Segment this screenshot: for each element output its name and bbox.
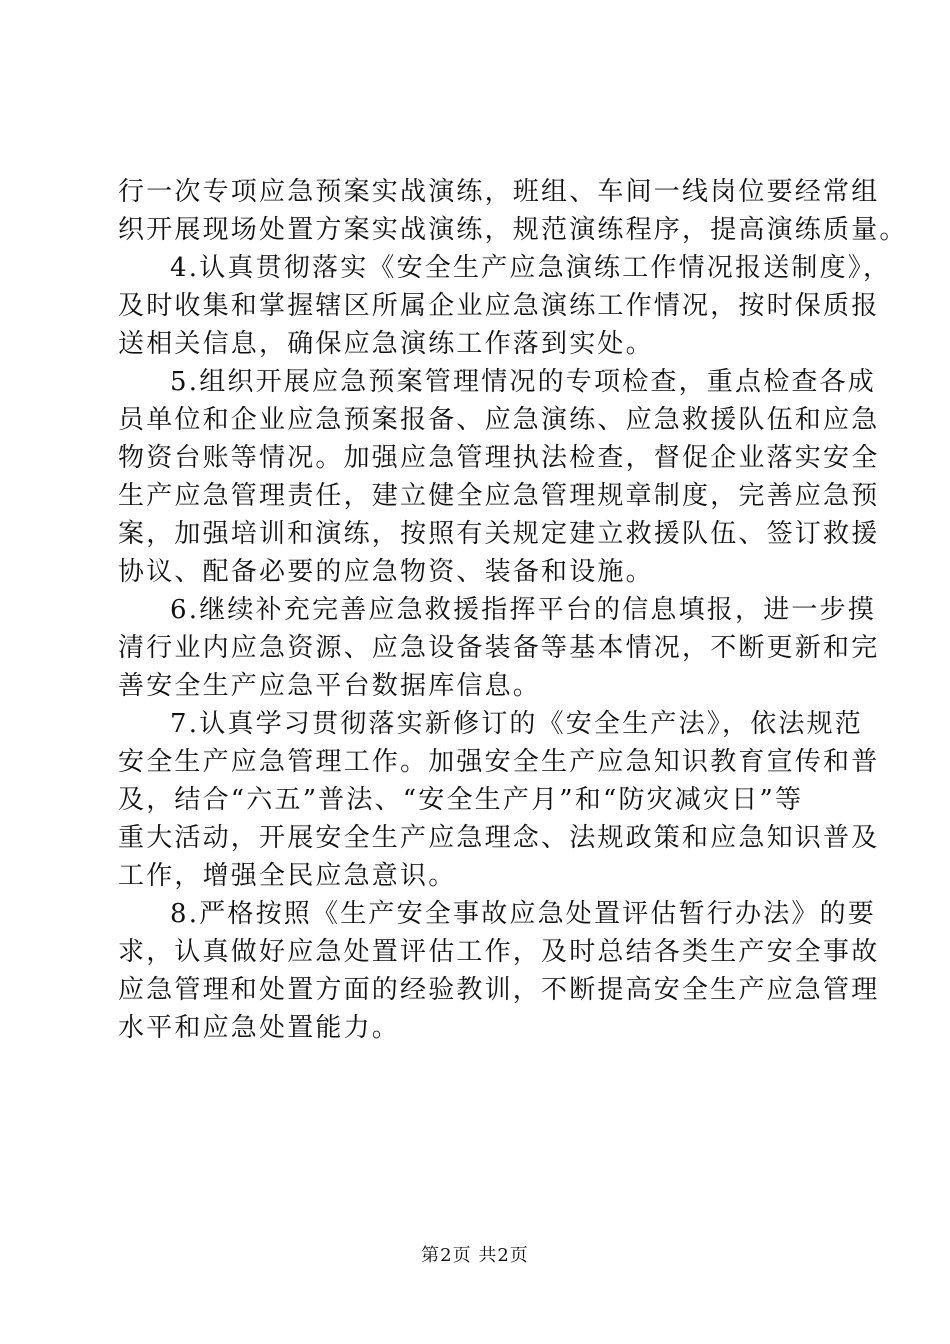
paragraph-8-start: 8.严格按照《生产安全事故应急处置评估暂行办法》的要 <box>170 899 877 929</box>
paragraph-6-start: 6.继续补充完善应急救援指挥平台的信息填报，进一步摸 <box>170 595 877 625</box>
body-text-line: 物资台账等情况。加强应急管理执法检查，督促企业落实安全 <box>118 443 880 473</box>
body-text-line: 送相关信息，确保应急演练工作落到实处。 <box>118 329 654 359</box>
page-number-footer: 第2页 共2页 <box>421 1245 529 1266</box>
body-text-line: 重大活动，开展安全生产应急理念、法规政策和应急知识普及 <box>118 823 880 853</box>
paragraph-5-start: 5.组织开展应急预案管理情况的专项检查，重点检查各成 <box>170 367 877 397</box>
body-text-line: 协议、配备必要的应急物资、装备和设施。 <box>118 557 654 587</box>
body-text-line: 案，加强培训和演练，按照有关规定建立救援队伍、签订救援 <box>118 519 880 549</box>
body-text-line: 清行业内应急资源、应急设备装备等基本情况，不断更新和完 <box>118 633 880 663</box>
body-text-line: 织开展现场处置方案实战演练，规范演练程序，提高演练质量。 <box>118 215 908 245</box>
paragraph-4-start: 4.认真贯彻落实《安全生产应急演练工作情况报送制度》， <box>170 253 892 283</box>
body-text-line: 求，认真做好应急处置评估工作，及时总结各类生产安全事故 <box>118 937 880 967</box>
body-text-line: 及时收集和掌握辖区所属企业应急演练工作情况，按时保质报 <box>118 291 880 321</box>
body-text-line: 安全生产应急管理工作。加强安全生产应急知识教育宣传和普 <box>118 747 880 777</box>
body-text-line: 行一次专项应急预案实战演练，班组、车间一线岗位要经常组 <box>118 177 880 207</box>
body-text-line: 善安全生产应急平台数据库信息。 <box>118 671 542 701</box>
body-text-line: 工作，增强全民应急意识。 <box>118 861 457 891</box>
body-text-line: 及，结合“六五”普法、“安全生产月”和“防灾减灾日”等 <box>118 785 804 815</box>
paragraph-7-start: 7.认真学习贯彻落实新修订的《安全生产法》，依法规范 <box>170 709 864 739</box>
body-text-line: 应急管理和处置方面的经验教训，不断提高安全生产应急管理 <box>118 975 880 1005</box>
body-text-line: 员单位和企业应急预案报备、应急演练、应急救援队伍和应急 <box>118 405 880 435</box>
body-text-line: 生产应急管理责任，建立健全应急管理规章制度，完善应急预 <box>118 481 880 511</box>
body-text-line: 水平和应急处置能力。 <box>118 1013 401 1043</box>
